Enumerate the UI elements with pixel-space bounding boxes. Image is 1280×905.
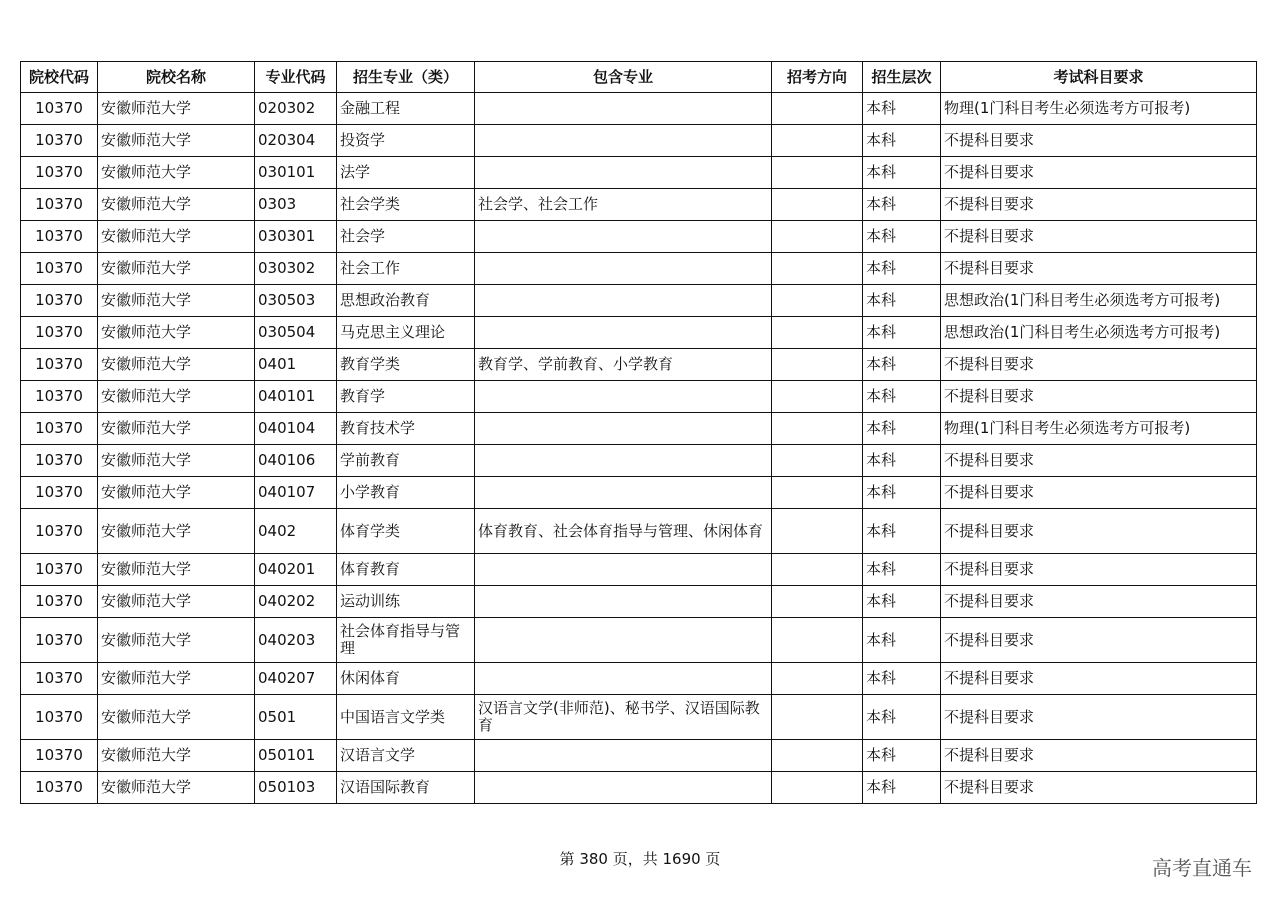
cell-school-name: 安徽师范大学	[98, 554, 255, 586]
cell-level: 本科	[863, 157, 941, 189]
cell-direction	[772, 445, 863, 477]
cell-level: 本科	[863, 586, 941, 618]
table-row	[21, 445, 1257, 477]
cell-direction	[772, 349, 863, 381]
header-level: 招生层次	[863, 62, 941, 93]
cell-school-code: 10370	[21, 586, 98, 618]
cell-level: 本科	[863, 663, 941, 695]
cell-direction	[772, 663, 863, 695]
cell-school-name: 安徽师范大学	[98, 221, 255, 253]
cell-direction	[772, 381, 863, 413]
admission-table	[20, 61, 1257, 804]
cell-school-name: 安徽师范大学	[98, 381, 255, 413]
cell-requirement: 不提科目要求	[941, 695, 1257, 740]
cell-requirement: 不提科目要求	[941, 477, 1257, 509]
cell-requirement: 物理(1门科目考生必须选考方可报考)	[941, 413, 1257, 445]
cell-school-name: 安徽师范大学	[98, 157, 255, 189]
cell-major-code: 050101	[255, 740, 337, 772]
cell-includes	[475, 221, 772, 253]
cell-school-code: 10370	[21, 509, 98, 554]
cell-requirement: 不提科目要求	[941, 663, 1257, 695]
cell-requirement: 不提科目要求	[941, 221, 1257, 253]
cell-direction	[772, 554, 863, 586]
cell-major-code: 030503	[255, 285, 337, 317]
watermark-text: 高考直通车	[1152, 856, 1252, 880]
cell-major: 教育学类	[337, 349, 475, 381]
cell-school-code: 10370	[21, 772, 98, 804]
cell-includes	[475, 157, 772, 189]
cell-major: 中国语言文学类	[337, 695, 475, 740]
cell-school-name: 安徽师范大学	[98, 285, 255, 317]
table-row	[21, 93, 1257, 125]
header-requirement: 考试科目要求	[941, 62, 1257, 93]
cell-direction	[772, 477, 863, 509]
cell-major: 学前教育	[337, 445, 475, 477]
cell-includes	[475, 93, 772, 125]
cell-major: 教育学	[337, 381, 475, 413]
cell-level: 本科	[863, 189, 941, 221]
cell-school-name: 安徽师范大学	[98, 586, 255, 618]
cell-school-code: 10370	[21, 285, 98, 317]
table-row	[21, 413, 1257, 445]
cell-major: 小学教育	[337, 477, 475, 509]
cell-major: 社会体育指导与管理	[337, 618, 475, 663]
cell-school-code: 10370	[21, 125, 98, 157]
cell-school-name: 安徽师范大学	[98, 445, 255, 477]
cell-major: 体育学类	[337, 509, 475, 554]
cell-major: 社会学	[337, 221, 475, 253]
cell-major: 运动训练	[337, 586, 475, 618]
cell-level: 本科	[863, 445, 941, 477]
cell-includes: 教育学、学前教育、小学教育	[475, 349, 772, 381]
cell-school-code: 10370	[21, 157, 98, 189]
cell-school-code: 10370	[21, 663, 98, 695]
cell-direction	[772, 586, 863, 618]
cell-major-code: 0401	[255, 349, 337, 381]
cell-major-code: 040101	[255, 381, 337, 413]
header-school-code: 院校代码	[21, 62, 98, 93]
cell-school-name: 安徽师范大学	[98, 93, 255, 125]
cell-direction	[772, 413, 863, 445]
cell-direction	[772, 772, 863, 804]
cell-major: 教育技术学	[337, 413, 475, 445]
cell-school-name: 安徽师范大学	[98, 663, 255, 695]
table-row	[21, 586, 1257, 618]
cell-school-code: 10370	[21, 189, 98, 221]
cell-includes	[475, 554, 772, 586]
cell-requirement: 不提科目要求	[941, 554, 1257, 586]
cell-major: 投资学	[337, 125, 475, 157]
cell-includes	[475, 586, 772, 618]
table-header	[21, 62, 1257, 93]
header-school-name: 院校名称	[98, 62, 255, 93]
cell-major-code: 040207	[255, 663, 337, 695]
cell-requirement: 不提科目要求	[941, 157, 1257, 189]
table-row	[21, 189, 1257, 221]
cell-requirement: 不提科目要求	[941, 618, 1257, 663]
cell-school-name: 安徽师范大学	[98, 740, 255, 772]
cell-major-code: 040201	[255, 554, 337, 586]
cell-major-code: 030101	[255, 157, 337, 189]
table-row	[21, 253, 1257, 285]
cell-major: 法学	[337, 157, 475, 189]
cell-school-code: 10370	[21, 253, 98, 285]
cell-requirement: 不提科目要求	[941, 125, 1257, 157]
cell-level: 本科	[863, 317, 941, 349]
cell-requirement: 不提科目要求	[941, 349, 1257, 381]
cell-includes	[475, 445, 772, 477]
table-row	[21, 317, 1257, 349]
cell-school-name: 安徽师范大学	[98, 413, 255, 445]
header-major-code: 专业代码	[255, 62, 337, 93]
cell-level: 本科	[863, 221, 941, 253]
table-row	[21, 554, 1257, 586]
cell-requirement: 不提科目要求	[941, 586, 1257, 618]
cell-major-code: 020304	[255, 125, 337, 157]
cell-direction	[772, 125, 863, 157]
cell-school-code: 10370	[21, 93, 98, 125]
cell-level: 本科	[863, 285, 941, 317]
cell-includes: 体育教育、社会体育指导与管理、休闲体育	[475, 509, 772, 554]
cell-major-code: 0303	[255, 189, 337, 221]
cell-direction	[772, 93, 863, 125]
cell-includes: 社会学、社会工作	[475, 189, 772, 221]
cell-includes	[475, 413, 772, 445]
header-includes: 包含专业	[475, 62, 772, 93]
table-row	[21, 125, 1257, 157]
page-number: 第 380 页，共 1690 页	[559, 850, 721, 868]
cell-includes	[475, 317, 772, 349]
cell-major-code: 040107	[255, 477, 337, 509]
cell-school-name: 安徽师范大学	[98, 349, 255, 381]
cell-direction	[772, 695, 863, 740]
table-row	[21, 772, 1257, 804]
cell-level: 本科	[863, 695, 941, 740]
table-row	[21, 221, 1257, 253]
cell-requirement: 不提科目要求	[941, 253, 1257, 285]
table-row	[21, 157, 1257, 189]
cell-major-code: 0402	[255, 509, 337, 554]
cell-direction	[772, 317, 863, 349]
table-row	[21, 740, 1257, 772]
cell-major: 马克思主义理论	[337, 317, 475, 349]
cell-major-code: 020302	[255, 93, 337, 125]
cell-includes: 汉语言文学(非师范)、秘书学、汉语国际教育	[475, 695, 772, 740]
cell-school-code: 10370	[21, 554, 98, 586]
cell-includes	[475, 253, 772, 285]
cell-school-name: 安徽师范大学	[98, 253, 255, 285]
cell-major: 汉语言文学	[337, 740, 475, 772]
cell-direction	[772, 157, 863, 189]
table-row	[21, 285, 1257, 317]
cell-major-code: 030504	[255, 317, 337, 349]
cell-direction	[772, 253, 863, 285]
cell-school-code: 10370	[21, 349, 98, 381]
cell-major-code: 040202	[255, 586, 337, 618]
table-row	[21, 349, 1257, 381]
cell-includes	[475, 125, 772, 157]
cell-includes	[475, 618, 772, 663]
table-body	[21, 93, 1257, 804]
header-major: 招生专业（类）	[337, 62, 475, 93]
cell-major-code: 0501	[255, 695, 337, 740]
cell-school-code: 10370	[21, 477, 98, 509]
cell-school-code: 10370	[21, 413, 98, 445]
cell-major: 思想政治教育	[337, 285, 475, 317]
cell-major-code: 040104	[255, 413, 337, 445]
cell-school-code: 10370	[21, 740, 98, 772]
cell-school-code: 10370	[21, 221, 98, 253]
cell-requirement: 不提科目要求	[941, 740, 1257, 772]
cell-major: 体育教育	[337, 554, 475, 586]
cell-requirement: 不提科目要求	[941, 381, 1257, 413]
cell-school-name: 安徽师范大学	[98, 509, 255, 554]
cell-level: 本科	[863, 125, 941, 157]
cell-major-code: 050103	[255, 772, 337, 804]
cell-requirement: 思想政治(1门科目考生必须选考方可报考)	[941, 285, 1257, 317]
cell-includes	[475, 772, 772, 804]
cell-level: 本科	[863, 477, 941, 509]
cell-level: 本科	[863, 509, 941, 554]
cell-major: 汉语国际教育	[337, 772, 475, 804]
cell-level: 本科	[863, 253, 941, 285]
cell-major: 社会工作	[337, 253, 475, 285]
table-row	[21, 618, 1257, 663]
table-row	[21, 381, 1257, 413]
cell-school-name: 安徽师范大学	[98, 125, 255, 157]
cell-requirement: 不提科目要求	[941, 189, 1257, 221]
cell-requirement: 不提科目要求	[941, 445, 1257, 477]
cell-direction	[772, 740, 863, 772]
cell-school-name: 安徽师范大学	[98, 317, 255, 349]
table-row	[21, 477, 1257, 509]
cell-level: 本科	[863, 349, 941, 381]
cell-direction	[772, 618, 863, 663]
header-direction: 招考方向	[772, 62, 863, 93]
cell-level: 本科	[863, 381, 941, 413]
cell-school-code: 10370	[21, 618, 98, 663]
cell-school-name: 安徽师范大学	[98, 772, 255, 804]
cell-school-name: 安徽师范大学	[98, 618, 255, 663]
cell-school-name: 安徽师范大学	[98, 695, 255, 740]
table-row	[21, 695, 1257, 740]
cell-level: 本科	[863, 554, 941, 586]
cell-requirement: 思想政治(1门科目考生必须选考方可报考)	[941, 317, 1257, 349]
cell-school-name: 安徽师范大学	[98, 189, 255, 221]
cell-includes	[475, 477, 772, 509]
cell-school-code: 10370	[21, 381, 98, 413]
cell-level: 本科	[863, 740, 941, 772]
cell-level: 本科	[863, 618, 941, 663]
cell-major-code: 030301	[255, 221, 337, 253]
cell-level: 本科	[863, 93, 941, 125]
cell-major-code: 040203	[255, 618, 337, 663]
cell-requirement: 物理(1门科目考生必须选考方可报考)	[941, 93, 1257, 125]
cell-includes	[475, 663, 772, 695]
cell-major: 休闲体育	[337, 663, 475, 695]
cell-requirement: 不提科目要求	[941, 509, 1257, 554]
cell-includes	[475, 285, 772, 317]
cell-requirement: 不提科目要求	[941, 772, 1257, 804]
cell-includes	[475, 381, 772, 413]
cell-direction	[772, 189, 863, 221]
cell-level: 本科	[863, 772, 941, 804]
cell-school-code: 10370	[21, 445, 98, 477]
cell-major-code: 030302	[255, 253, 337, 285]
cell-major: 金融工程	[337, 93, 475, 125]
table-row	[21, 509, 1257, 554]
cell-school-code: 10370	[21, 317, 98, 349]
cell-direction	[772, 221, 863, 253]
cell-school-name: 安徽师范大学	[98, 477, 255, 509]
cell-major: 社会学类	[337, 189, 475, 221]
cell-includes	[475, 740, 772, 772]
cell-direction	[772, 285, 863, 317]
cell-level: 本科	[863, 413, 941, 445]
header-row	[21, 62, 1257, 93]
cell-school-code: 10370	[21, 695, 98, 740]
cell-direction	[772, 509, 863, 554]
table-row	[21, 663, 1257, 695]
cell-major-code: 040106	[255, 445, 337, 477]
